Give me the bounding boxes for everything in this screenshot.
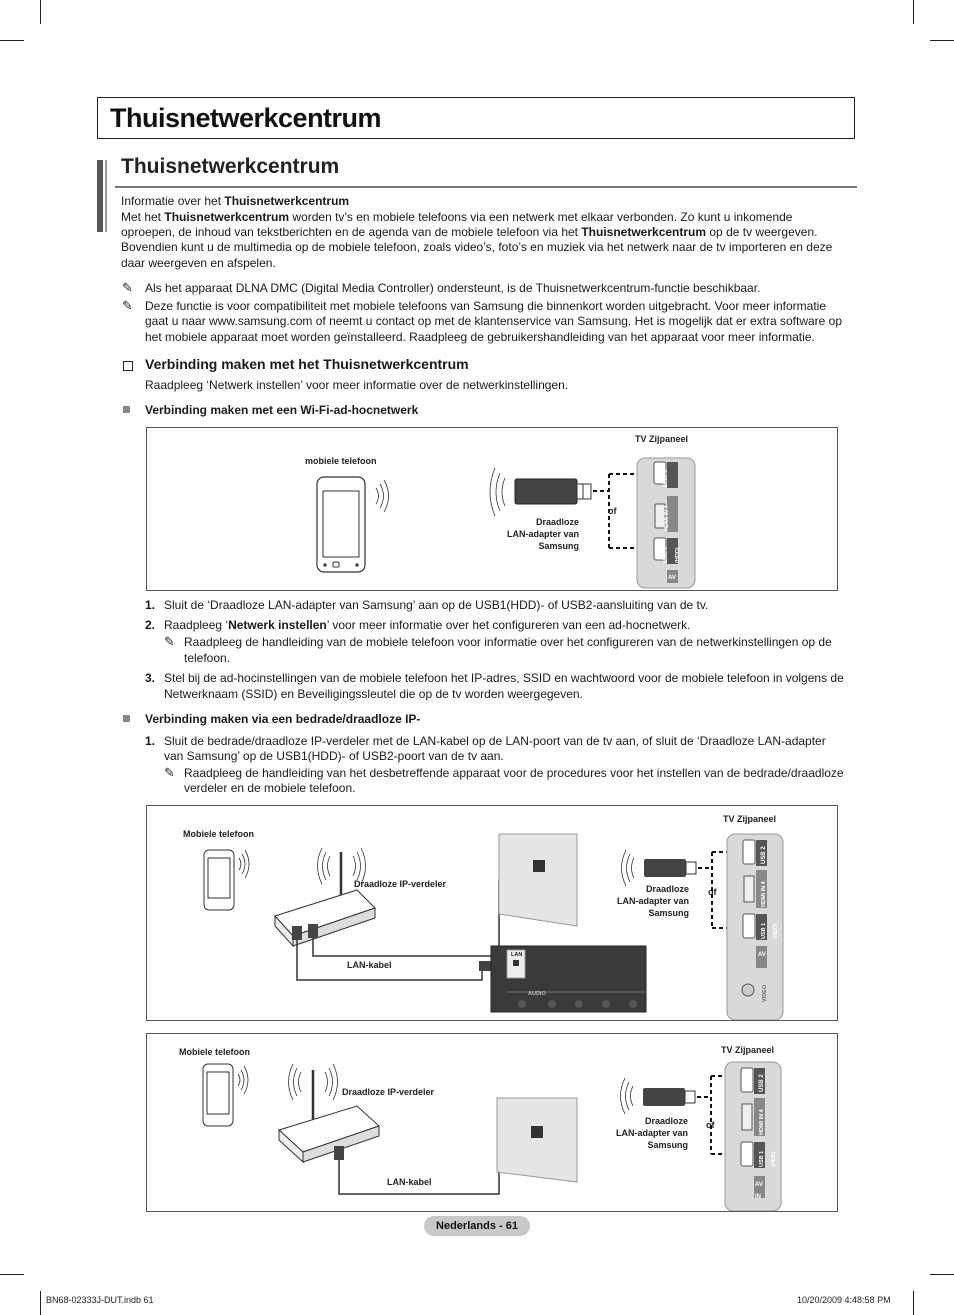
port-hdmi-label: HDMI IN 4 <box>759 1109 765 1135</box>
port-usb2-label: USB 2 <box>761 846 767 864</box>
print-date: 10/20/2009 4:48:58 PM <box>797 1295 891 1305</box>
label-tv-panel: TV Zijpaneel <box>723 814 777 824</box>
checkbox-bullet-icon <box>123 361 133 371</box>
label-tv-panel: TV Zijpaneel <box>635 434 689 444</box>
wall-panel <box>497 1098 577 1182</box>
crop-mark <box>0 1274 24 1275</box>
wifi-step-2: Raadpleeg ‘Netwerk instellen’ voor meer informatie over het configureren van een ad-hocnetwerk. <box>164 618 691 632</box>
note-1: Als het apparaat DLNA DMC (Digital Media Controller) ondersteunt, is de Thuisnetwerkcentrum-functie beschikbaar. <box>145 281 761 295</box>
port-av-label: AV <box>668 575 676 581</box>
label-cable: LAN-kabel <box>387 1177 432 1187</box>
mobile-phone-icon <box>204 850 234 910</box>
square-bullet-icon <box>123 715 130 722</box>
crop-mark <box>40 0 41 24</box>
intro-line-3: Bovendien kunt u de multimedia op de mobiele telefoon, zoals video’s, foto’s en muziek via het netwerk naar de tv importeren en deze <box>121 240 833 254</box>
wired-note-line-2: verdeler en de mobiele telefoon. <box>184 781 356 795</box>
step-number: 1. <box>145 734 156 748</box>
port-av-label: AV IN <box>755 1182 763 1200</box>
wifi-step-3-line-1: Stel bij de ad-hocinstellingen van de mobiele telefoon het IP-adres, SSID en wachtwoord voor de mobiele telefoon in volgens de <box>164 671 844 685</box>
note-2-line-3: het mobiele apparaat moet worden geïnstalleerd. Raadpleeg de gebruikershandleiding van het apparaat voor meer informatie. <box>145 330 815 344</box>
diagram-wifi-adhoc <box>146 427 838 591</box>
page-title: Thuisnetwerkcentrum <box>110 103 382 133</box>
port-audio-label: AUDIO <box>528 991 546 997</box>
crop-mark <box>40 1291 41 1315</box>
label-tv-panel: TV Zijpaneel <box>721 1045 775 1055</box>
usb-adapter-icon <box>644 859 696 877</box>
label-or: of <box>706 1120 715 1130</box>
section-title: Thuisnetwerkcentrum <box>121 155 340 178</box>
router-icon <box>275 852 375 946</box>
square-bullet-icon <box>123 406 130 413</box>
step-number: 2. <box>145 618 156 632</box>
wireless-waves-icon <box>238 1066 248 1094</box>
label-or: of <box>708 887 717 897</box>
wireless-waves-icon <box>490 468 505 516</box>
wireless-waves-icon <box>239 850 249 878</box>
port-hdmi-label: HDMI IN 4 <box>664 505 670 531</box>
wifi-step-1: Sluit de ‘Draadloze LAN-adapter van Samsung’ aan op de USB1(HDD)- of USB2-aansluiting van de tv. <box>164 598 709 612</box>
port-usb1-label: USB 1 (HDD) <box>759 1150 777 1167</box>
intro-line-1: Met het Thuisnetwerkcentrum worden tv’s en mobiele telefoons via een netwerk met elkaar verbonden. Zo kunt u inkomende <box>121 210 793 224</box>
connect-ref: Raadpleeg ‘Netwerk instellen’ voor meer informatie over de netwerkinstellingen. <box>145 378 569 392</box>
wall-panel <box>499 834 577 926</box>
port-hdmi-label: HDMI IN 4 <box>761 881 767 907</box>
wired-step-1-line-1: Sluit de bedrade/draadloze IP-verdeler met de LAN-kabel op de LAN-poort van de tv aan, of sluit de ‘Draadloze LAN-adapter <box>164 734 826 748</box>
note-2-line-2: gaat u naar www.samsung.com of neemt u contact op met de klantenservice van Samsung. Het is mogelijk dat er extra software op <box>145 314 843 328</box>
label-or: of <box>608 506 617 516</box>
label-adapter: Draadloze LAN-adapter van Samsung <box>616 884 689 918</box>
port-usb1-label: USB 1 (HDD) <box>761 922 779 939</box>
step-number: 3. <box>145 671 156 685</box>
wifi-step-2-note-2: telefoon. <box>184 651 231 665</box>
intro-line-2: oproepen, de inhoud van tekstberichten en de agenda van de mobiele telefoon via het Thuisnetwerkcentrum op de tv weergeven. <box>121 225 818 239</box>
usb-adapter-icon <box>515 479 591 504</box>
diagram-ip-router-wired <box>146 805 838 1021</box>
page-number-badge: Nederlands - 61 <box>424 1216 530 1236</box>
label-router: Draadloze IP-verdeler <box>342 1087 435 1097</box>
wireless-waves-icon <box>622 850 635 886</box>
wired-note-line-1: Raadpleeg de handleiding van het desbetreffende apparaat voor de procedures voor het instellen van de bedrade/draadloze <box>184 766 844 780</box>
crop-mark <box>913 0 914 24</box>
port-video-label: VIDEO <box>762 984 768 1002</box>
mobile-phone-icon <box>317 477 365 572</box>
crop-mark <box>0 40 24 41</box>
usb-adapter-icon <box>643 1088 695 1106</box>
wired-step-1-line-2: van Samsung’ op de USB1(HDD)- of USB2-poort van de tv aan. <box>164 749 504 763</box>
diagram-router2-artwork <box>147 1034 837 1211</box>
crop-mark <box>930 1274 954 1275</box>
file-slug: BN68-02333J-DUT.indb 61 <box>46 1295 154 1305</box>
intro-info: Informatie over het Thuisnetwerkcentrum <box>121 194 350 208</box>
note-icon: ✎ <box>164 635 175 650</box>
diagram-ip-router-wireless <box>146 1033 838 1212</box>
wifi-step-2-note-1: Raadpleeg de handleiding van de mobiele telefoon voor informatie over het configureren van de netwerkinstellingen op de <box>184 635 832 649</box>
connect-heading: Verbinding maken met het Thuisnetwerkcentrum <box>145 356 469 372</box>
port-usb2-label: USB 2 <box>663 469 669 487</box>
page-title-box <box>97 97 855 139</box>
label-cable: LAN-kabel <box>347 960 392 970</box>
port-usb2-label: USB 2 <box>759 1074 765 1092</box>
crop-mark <box>930 40 954 41</box>
mobile-phone-icon <box>203 1064 233 1126</box>
wired-heading: Verbinding maken via een bedrade/draadloze IP- <box>145 712 421 726</box>
label-phone: Mobiele telefoon <box>183 829 255 839</box>
note-icon: ✎ <box>164 766 175 781</box>
router-icon <box>279 1070 379 1162</box>
port-av-label: AV <box>758 952 766 958</box>
port-usb1-label: USB 1 (HDD) <box>663 546 681 563</box>
diagram-wifi-artwork <box>147 428 837 590</box>
note-icon: ✎ <box>122 299 133 314</box>
wifi-step-3-line-2: Netwerknaam (SSID) en Beveiligingssleutel die op de tv worden weergegeven. <box>164 687 583 701</box>
wireless-waves-icon <box>376 480 389 512</box>
note-icon: ✎ <box>122 281 133 296</box>
port-lan-label: LAN <box>511 952 523 958</box>
label-adapter: Draadloze LAN-adapter van Samsung <box>506 517 579 551</box>
note-2-line-1: Deze functie is voor compatibiliteit met mobiele telefoons van Samsung die binnenkort worden uitgebracht. Voor meer informatie <box>145 299 827 313</box>
step-number: 1. <box>145 598 156 612</box>
wireless-waves-icon <box>621 1078 634 1114</box>
label-router: Draadloze IP-verdeler <box>354 879 447 889</box>
crop-mark <box>913 1291 914 1315</box>
intro-line-4: daar weergeven en afspelen. <box>121 256 276 270</box>
tv-side-panel <box>725 1062 781 1211</box>
section-divider <box>115 186 857 188</box>
label-adapter: Draadloze LAN-adapter van Samsung <box>615 1116 688 1150</box>
wifi-heading: Verbinding maken met een Wi-Fi-ad-hocnetwerk <box>145 403 419 417</box>
label-phone: Mobiele telefoon <box>179 1047 251 1057</box>
label-phone: mobiele telefoon <box>305 456 377 466</box>
